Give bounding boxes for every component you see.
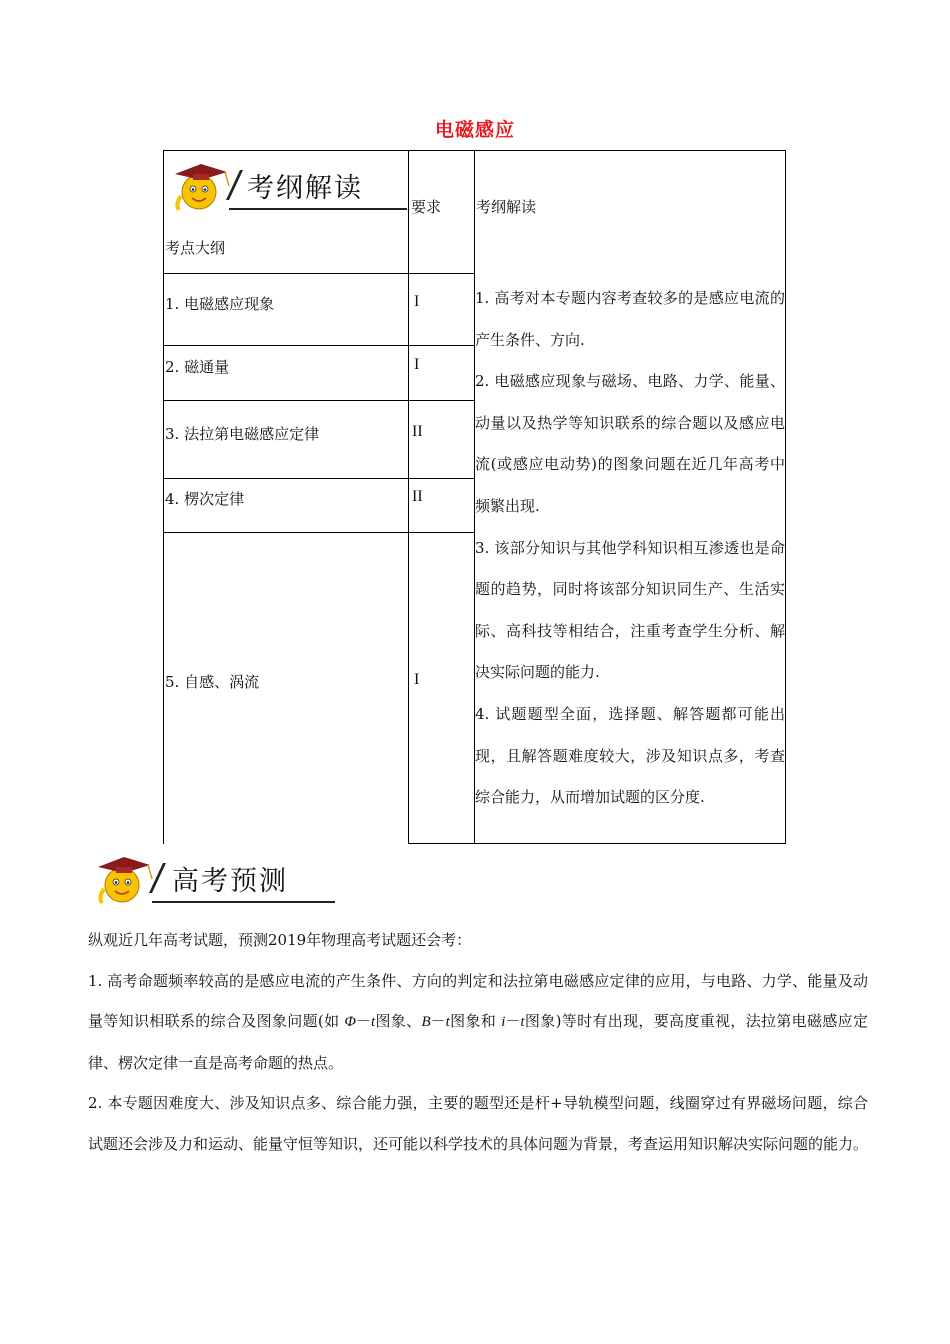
math-symbol: B [421,1014,431,1030]
interpretation-text [475,278,785,819]
math-symbol: Φ [344,1014,356,1030]
text-run: 图象和 [449,1012,502,1030]
row-level: I [414,293,420,310]
math-symbol: i [501,1014,506,1030]
table-border [785,150,786,844]
math-symbol: t [445,1014,450,1030]
row-level: II [412,423,423,440]
row-level: II [412,488,423,505]
interpretation-item: 2. 电磁感应现象与磁场、电路、力学、能量、动量以及热学等知识联系的综合题以及感应电流(或感应电动势)的图象问题在近几年高考中频繁出现. [475,372,785,515]
row-level: I [414,356,420,373]
prediction-banner [88,845,336,907]
interpretation-item: 4. 试题题型全面，选择题、解答题都可能出现，且解答题难度较大，涉及知识点多，考查综合能力，从而增加试题的区分度. [475,704,785,807]
banner-underline [229,208,407,210]
interpretation-item: 3. 该部分知识与其他学科知识相互渗透也是命题的趋势，同时将该部分知识同生产、生活实际、高科技等相结合，注重考查学生分析、解决实际问题的能力. [475,538,785,682]
text-run: － [355,1012,371,1030]
text-run: － [505,1012,521,1030]
outline-table [163,150,786,844]
banner-underline [152,901,335,903]
prediction-point-2: 2. 本专题因难度大、涉及知识点多、综合能力强，主要的题型还是杆+导轨模型问题，线圈穿过有界磁场问题，综合试题还会涉及力和运动、能量守恒等知识，还可能以科学技术的具体问题为背景，考查运用知识解决实际问题的能力。 [88,1094,869,1153]
row-topic: 1. 电磁感应现象 [165,295,275,313]
header-topic: 考点大纲 [165,239,226,257]
page-title: 电磁感应 [434,119,515,141]
math-symbol: t [520,1014,525,1030]
table-border [408,843,786,844]
table-border [163,150,164,844]
row-topic: 2. 磁通量 [165,358,230,376]
outline-banner [165,152,408,214]
prediction-banner-text: 高考预测 [172,866,288,897]
text-run: 图象)等时有出现，要高度重视，法拉第电磁感应定律、楞次定律一直是高考命题的热点。 [88,1012,868,1072]
table-border [163,273,474,274]
header-interpretation: 考纲解读 [476,198,537,216]
table-border [163,400,474,401]
text-run: 图象、 [375,1012,422,1030]
row-topic: 5. 自感、涡流 [165,673,260,691]
prediction-point-1 [88,961,868,1084]
header-requirement: 要求 [411,198,442,216]
cartoon-graduate-icon [88,845,158,907]
prediction-body [88,920,868,1164]
table-border [163,345,474,346]
table-border [163,478,474,479]
table-border [163,532,474,533]
math-symbol: t [370,1014,376,1030]
row-topic: 3. 法拉第电磁感应定律 [165,425,320,443]
text-run: 1. 高考命题频率较高的是感应电流的产生条件、方向的判定和法拉第电磁感应定律的应用，与电路、力学、能量及动量等知识相联系的综合及图象问题(如 [88,971,868,1030]
table-border [408,150,409,844]
row-level: I [414,671,420,688]
row-topic: 4. 楞次定律 [165,490,245,508]
cartoon-graduate-icon [165,152,235,214]
text-run: － [430,1012,446,1030]
outline-banner-text: 考纲解读 [247,173,363,204]
interpretation-item: 1. 高考对本专题内容考查较多的是感应电流的产生条件、方向. [475,289,785,349]
prediction-intro: 纵观近几年高考试题，预测2019年物理高考试题还会考： [88,931,472,949]
